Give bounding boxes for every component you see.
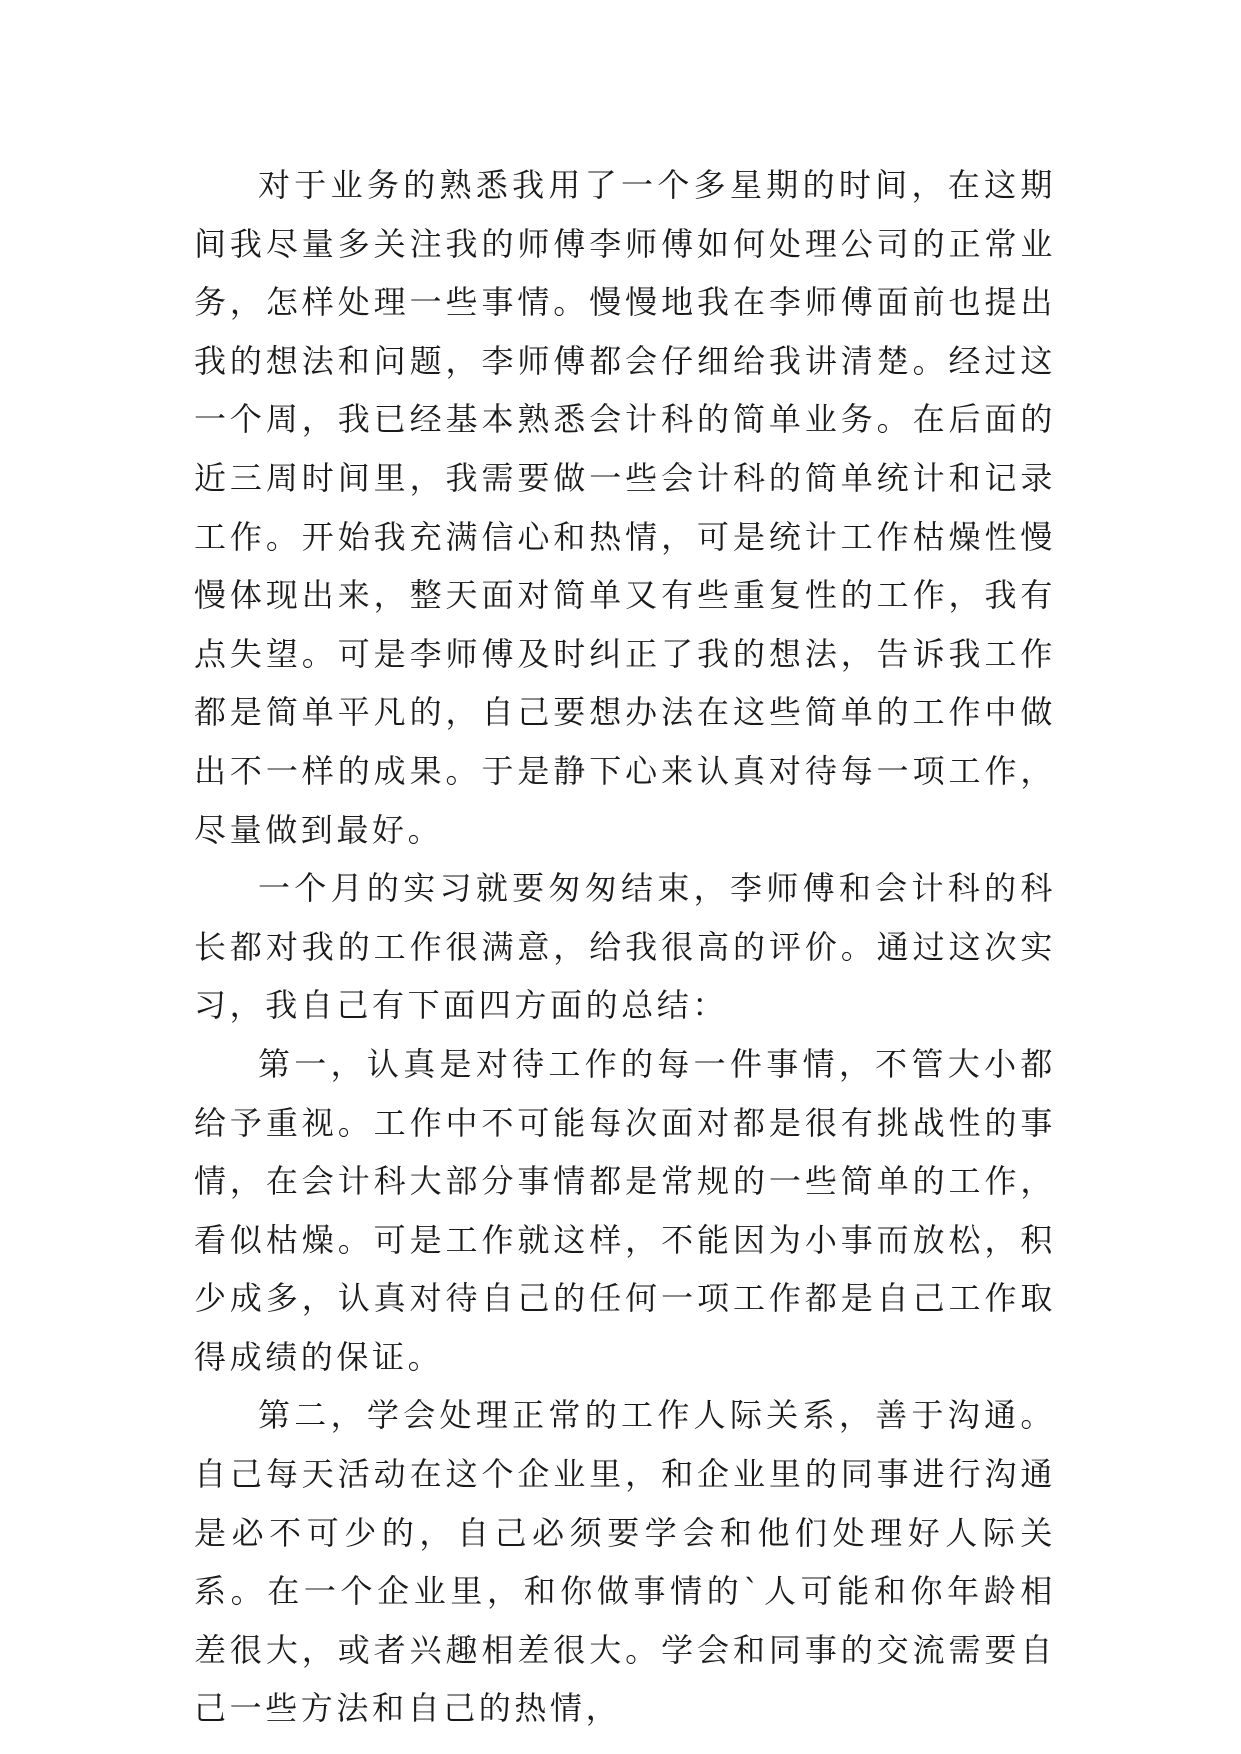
paragraph-point-two: 第二，学会处理正常的工作人际关系，善于沟通。自己每天活动在这个企业里，和企业里的同事进行沟通是必不可少的，自己必须要学会和他们处理好人际关系。在一个企业里，和你做事情的`人可能和你年龄相差很大，或者兴趣相差很大。学会和同事的交流需要自己一些方法和自己的热情， [194,1396,1056,1728]
paragraph-internship-summary: 一个月的实习就要匆匆结束，李师傅和会计科的科长都对我的工作很满意，给我很高的评价。通过这次实习，我自己有下面四方面的总结： [194,869,1056,1025]
paragraph-point-one: 第一，认真是对待工作的每一件事情，不管大小都给予重视。工作中不可能每次面对都是很有挑战性的事情，在会计科大部分事情都是常规的一些简单的工作，看似枯燥。可是工作就这样，不能因为小事而放松，积少成多，认真对待自己的任何一项工作都是自己工作取得成绩的保证。 [194,1044,1056,1376]
document-body [194,156,1056,1738]
paragraph-work-familiarization: 对于业务的熟悉我用了一个多星期的时间，在这期间我尽量多关注我的师傅李师傅如何处理公司的正常业务，怎样处理一些事情。慢慢地我在李师傅面前也提出我的想法和问题，李师傅都会仔细给我讲清楚。经过这一个周，我已经基本熟悉会计科的简单业务。在后面的近三周时间里，我需要做一些会计科的简单统计和记录工作。开始我充满信心和热情，可是统计工作枯燥性慢慢体现出来，整天面对简单又有些重复性的工作，我有点失望。可是李师傅及时纠正了我的想法，告诉我工作都是简单平凡的，自己要想办法在这些简单的工作中做出不一样的成果。于是静下心来认真对待每一项工作，尽量做到最好。 [194,166,1056,849]
